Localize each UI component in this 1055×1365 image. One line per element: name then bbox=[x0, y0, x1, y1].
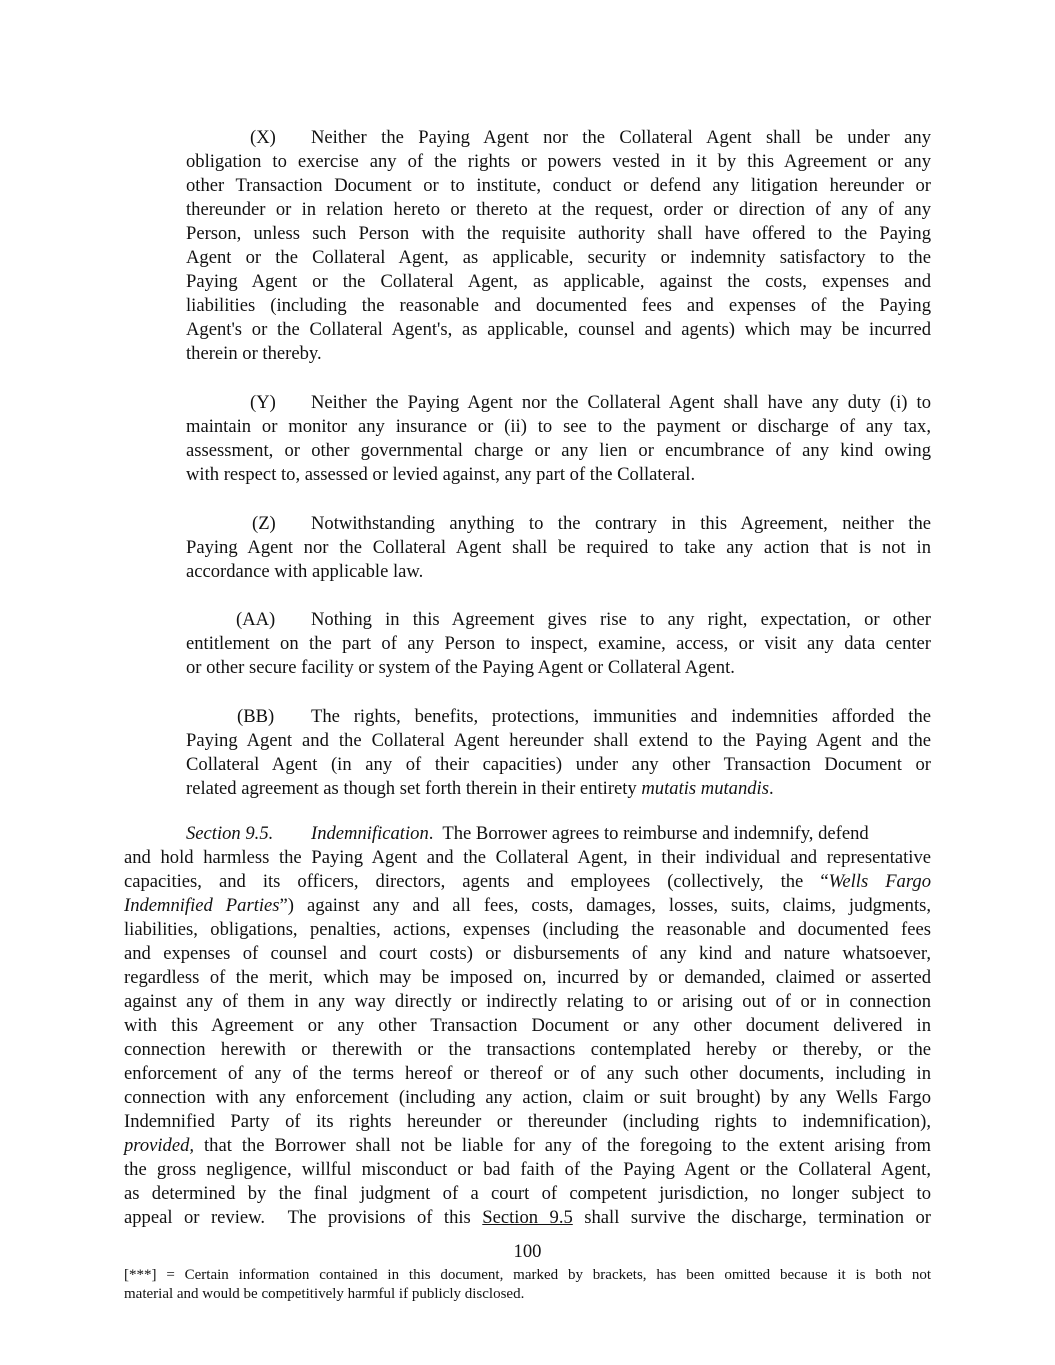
paragraph-line: entitlement on the part of any Person to inspect, examine, access, or visit any data center bbox=[186, 633, 931, 654]
paragraph-line: and hold harmless the Paying Agent and the Collateral Agent, in their individual and representative bbox=[124, 847, 931, 868]
defined-term: Wells Fargo bbox=[828, 871, 931, 892]
footnote-line: material and would be competitively harmful if publicly disclosed. bbox=[124, 1286, 525, 1302]
paragraph-line: maintain or monitor any insurance or (ii) to see to the payment or discharge of any tax, bbox=[186, 416, 931, 437]
paragraph-line: enforcement of any of the terms hereof or thereof or of any such other documents, including in bbox=[124, 1063, 931, 1084]
paragraph-line: and expenses of counsel and court costs) or disbursements of any kind and nature whatsoever, bbox=[124, 943, 931, 964]
paragraph-line: other Transaction Document or to institute, conduct or defend any litigation hereunder or bbox=[186, 175, 931, 196]
line-text: ”) against any and all fees, costs, damages, losses, suits, claims, judgments, bbox=[279, 895, 932, 916]
section-first-line bbox=[311, 822, 931, 846]
paragraph-line: regardless of the merit, which may be imposed on, incurred by or demanded, claimed or asserted bbox=[124, 967, 931, 988]
section-cross-reference: Section 9.5 bbox=[482, 1207, 573, 1228]
paragraph-line: Agent's or the Collateral Agent's, as applicable, counsel and agents) which may be incurred bbox=[186, 319, 931, 340]
paragraph-label: (AA) bbox=[236, 609, 276, 630]
line-text: shall survive the discharge, termination or bbox=[572, 1207, 931, 1228]
section-title: Indemnification bbox=[311, 823, 429, 844]
paragraph-line bbox=[124, 894, 931, 918]
paragraph-line: Neither the Paying Agent nor the Collateral Agent shall have any duty (i) to bbox=[311, 392, 931, 413]
paragraph-line: connection with any enforcement (including any action, claim or suit brought) by any Wells Fargo bbox=[124, 1087, 931, 1108]
paragraph-line: Notwithstanding anything to the contrary in this Agreement, neither the bbox=[311, 513, 931, 534]
paragraph-line: Indemnified Party of its rights hereunder or thereunder (including rights to indemnification), bbox=[124, 1111, 931, 1132]
paragraph-line: thereunder or in relation hereto or thereto at the request, order or direction of any of any bbox=[186, 199, 931, 220]
paragraph-line: Paying Agent and the Collateral Agent hereunder shall extend to the Paying Agent and the bbox=[186, 730, 931, 751]
line-text: capacities, and its officers, directors, agents and employees (collectively, the “ bbox=[124, 871, 829, 892]
section-number: Section 9.5. bbox=[186, 823, 274, 844]
paragraph-line: accordance with applicable law. bbox=[186, 561, 424, 582]
paragraph-line: Paying Agent or the Collateral Agent, as applicable, against the costs, expenses and bbox=[186, 271, 931, 292]
paragraph-line: Collateral Agent (in any of their capacities) under any other Transaction Document or bbox=[186, 754, 931, 775]
line-text: related agreement as though set forth therein in their entirety bbox=[186, 778, 642, 799]
paragraph-line bbox=[186, 777, 931, 801]
paragraph-line bbox=[124, 870, 931, 894]
line-text: . bbox=[768, 778, 774, 799]
paragraph-line: with respect to, assessed or levied against, any part of the Collateral. bbox=[186, 464, 696, 485]
line-text: appeal or review. The provisions of this bbox=[124, 1207, 483, 1228]
paragraph-label: (Y) bbox=[250, 392, 276, 413]
paragraph-label: (BB) bbox=[237, 706, 275, 727]
paragraph-line: liabilities (including the reasonable and documented fees and expenses of the Paying bbox=[186, 295, 931, 316]
paragraph-line: with this Agreement or any other Transaction Document or any other document delivered in bbox=[124, 1015, 931, 1036]
paragraph-line: Paying Agent nor the Collateral Agent shall be required to take any action that is not in bbox=[186, 537, 931, 558]
paragraph-label: (Z) bbox=[252, 513, 276, 534]
paragraph-line: Neither the Paying Agent nor the Collateral Agent shall be under any bbox=[311, 127, 931, 148]
paragraph-line: connection herewith or therewith or the transactions contemplated hereby or thereby, or the bbox=[124, 1039, 931, 1060]
paragraph-line: therein or thereby. bbox=[186, 343, 322, 364]
paragraph-label: (X) bbox=[250, 127, 276, 148]
paragraph-line: Agent or the Collateral Agent, as applicable, security or indemnity satisfactory to the bbox=[186, 247, 931, 268]
paragraph-line: as determined by the final judgment of a court of competent jurisdiction, no longer subject to bbox=[124, 1183, 931, 1204]
paragraph-line: liabilities, obligations, penalties, actions, expenses (including the reasonable and documented fees bbox=[124, 919, 931, 940]
footnote-line: [***] = Certain information contained in this document, marked by brackets, has been omitted because it is both not bbox=[124, 1267, 931, 1283]
paragraph-line: against any of them in any way directly or indirectly relating to or arising out of or in connection bbox=[124, 991, 931, 1012]
paragraph-line: the gross negligence, willful misconduct or bad faith of the Paying Agent or the Collateral Agent, bbox=[124, 1159, 931, 1180]
line-text: . bbox=[428, 823, 434, 844]
line-text: that the Borrower shall not be liable for any of the foregoing to the extent arising from bbox=[194, 1135, 931, 1156]
paragraph-line: assessment, or other governmental charge or any lien or encumbrance of any kind owing bbox=[186, 440, 931, 461]
paragraph-line: The rights, benefits, protections, immunities and indemnities afforded the bbox=[311, 706, 931, 727]
line-text: The Borrower agrees to reimburse and indemnify, defend bbox=[442, 823, 869, 844]
page-number: 100 bbox=[513, 1241, 542, 1262]
paragraph-line: Nothing in this Agreement gives rise to any right, expectation, or other bbox=[311, 609, 931, 630]
paragraph-line: Person, unless such Person with the requisite authority shall have offered to the Paying bbox=[186, 223, 931, 244]
paragraph-line bbox=[124, 1206, 931, 1230]
defined-term: Indemnified Parties bbox=[124, 895, 280, 916]
paragraph-line bbox=[124, 1134, 931, 1158]
paragraph-line: obligation to exercise any of the rights or powers vested in it by this Agreement or any bbox=[186, 151, 931, 172]
italic-term: provided, bbox=[124, 1135, 195, 1156]
italic-term: mutatis mutandis bbox=[641, 778, 769, 799]
paragraph-line: or other secure facility or system of the Paying Agent or Collateral Agent. bbox=[186, 657, 735, 678]
